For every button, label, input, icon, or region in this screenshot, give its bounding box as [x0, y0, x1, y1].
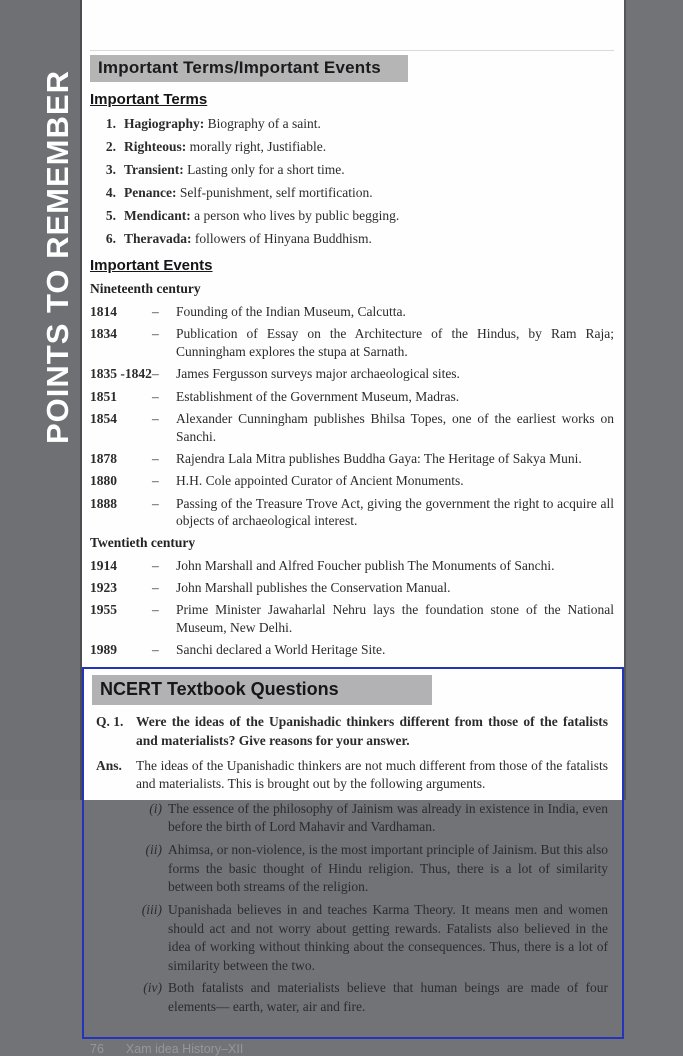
- event-dash: –: [152, 326, 159, 342]
- event-description: James Fergusson surveys major archaeological sites.: [176, 366, 460, 382]
- nineteenth-century-events-list: [90, 303, 614, 530]
- event-year: 1888: [90, 495, 117, 511]
- event-description: Sanchi declared a World Heritage Site.: [176, 642, 386, 658]
- event-description: John Marshall publishes the Conservation Manual.: [176, 580, 451, 596]
- event-year: 1814: [90, 303, 117, 319]
- event-description: John Marshall and Alfred Foucher publish The Monuments of Sanchi.: [176, 557, 555, 573]
- answer-point: [136, 841, 608, 897]
- twentieth-century-heading: Twentieth century: [90, 534, 196, 550]
- term-definition: morally right, Justifiable.: [189, 139, 327, 155]
- term-entry: [124, 230, 372, 248]
- question-1: [96, 713, 608, 750]
- event-description: Establishment of the Government Museum, Madras.: [176, 388, 460, 404]
- point-number: (iv): [143, 980, 162, 996]
- event-row: [90, 325, 614, 361]
- point-number: (i): [149, 800, 162, 816]
- term-name: Transient:: [124, 162, 184, 178]
- event-dash: –: [152, 495, 159, 511]
- term-definition: Lasting only for a short time.: [187, 162, 345, 178]
- ncert-textbook-questions-header-bar: NCERT Textbook Questions: [92, 675, 432, 705]
- event-row: [90, 388, 614, 406]
- term-entry: [124, 115, 321, 133]
- point-text: Ahimsa, or non-violence, is the most important principle of Jainism. But this also forms the basic thought of Hindu religion. Thus, there is a lot of similarity between both streams of the religion.: [168, 842, 608, 895]
- important-terms-heading: Important Terms: [90, 91, 208, 108]
- event-row: [90, 641, 614, 659]
- event-dash: –: [152, 450, 159, 466]
- event-description: Rajendra Lala Mitra publishes Buddha Gaya: The Heritage of Sakya Muni.: [176, 450, 582, 466]
- term-number: 4.: [105, 185, 116, 201]
- nineteenth-century-heading: Nineteenth century: [90, 280, 201, 296]
- event-description: H.H. Cole appointed Curator of Ancient Monuments.: [176, 473, 464, 489]
- event-row: [90, 601, 614, 637]
- point-text: The essence of the philosophy of Jainism was already in existence in India, even before the birth of Lord Mahavir and Vardhaman.: [168, 800, 608, 835]
- ncert-questions-highlight-box: [82, 667, 624, 1038]
- term-entry: [124, 138, 326, 156]
- term-list-item: [90, 115, 614, 133]
- term-definition: Biography of a saint.: [207, 116, 321, 131]
- important-terms-events-header-bar: Important Terms/Important Events: [90, 55, 408, 82]
- answer-points-list: [92, 800, 608, 1017]
- event-year: 1851: [90, 388, 117, 404]
- term-number: 2.: [105, 139, 116, 155]
- term-definition: Self-punishment, self mortification.: [179, 185, 373, 201]
- term-name: Penance:: [124, 185, 177, 201]
- answer-label: Ans.: [96, 757, 122, 773]
- term-name: Mendicant:: [124, 208, 191, 224]
- page-footer: [90, 1042, 614, 1056]
- event-dash: –: [152, 602, 159, 618]
- term-list-item: [90, 161, 614, 179]
- point-number: (ii): [145, 842, 162, 858]
- event-year: 1923: [90, 580, 117, 596]
- term-list-item: [90, 184, 614, 202]
- points-to-remember-vertical-label: POINTS TO REMEMBER: [40, 70, 75, 444]
- term-name: Righteous:: [124, 139, 187, 155]
- event-year: 1989: [90, 642, 117, 658]
- answer-point: [136, 800, 608, 837]
- point-text: Both fatalists and materialists believe that human beings are made of four elements— earth, water, air and fire.: [168, 980, 608, 1015]
- term-number: 5.: [105, 208, 116, 224]
- term-list-item: [90, 207, 614, 225]
- event-dash: –: [152, 473, 159, 489]
- term-number: 3.: [105, 162, 116, 178]
- event-year: 1878: [90, 450, 117, 466]
- term-definition: a person who lives by public begging.: [194, 208, 400, 224]
- event-row: [90, 410, 614, 446]
- term-list-item: [90, 138, 614, 156]
- event-row: [90, 303, 614, 321]
- sidebar-strip: [0, 0, 80, 800]
- event-description: Founding of the Indian Museum, Calcutta.: [176, 303, 406, 319]
- question-label: Q. 1.: [96, 714, 124, 730]
- twentieth-century-events-list: [90, 557, 614, 660]
- term-entry: [124, 184, 373, 202]
- event-row: [90, 557, 614, 575]
- top-rule-divider: [90, 50, 614, 51]
- term-name: Theravada:: [124, 231, 192, 247]
- event-row: [90, 579, 614, 597]
- event-dash: –: [152, 557, 159, 573]
- event-year: 1955: [90, 602, 117, 618]
- event-description: Publication of Essay on the Architecture of the Hindus, by Ram Raja; Cunningham explores the stupa at Sarnath.: [176, 326, 614, 359]
- event-year: 1854: [90, 410, 117, 426]
- footer-book-title: Xam idea History–XII: [125, 1041, 244, 1056]
- event-row: [90, 450, 614, 468]
- question-text: Were the ideas of the Upanishadic thinkers different from those of the fatalists and materialists? Give reasons for your answer.: [136, 714, 608, 748]
- term-entry: [124, 207, 399, 225]
- event-year: 1880: [90, 473, 117, 489]
- point-text: Upanishada believes in and teaches Karma Theory. It means men and women should act and not worry about getting rewards. Fatalists also believed in the idea of working without thinking about the consequences. Thus, there is a lot of similarity between the two.: [168, 901, 608, 973]
- event-description: Alexander Cunningham publishes Bhilsa Topes, one of the earliest works on Sanchi.: [176, 410, 614, 444]
- answer-point: [136, 901, 608, 976]
- event-row: [90, 472, 614, 490]
- important-terms-list: [90, 115, 614, 248]
- event-year: 1914: [90, 557, 117, 573]
- answer-1: [96, 757, 608, 794]
- event-dash: –: [152, 388, 159, 404]
- answer-point: [136, 979, 608, 1016]
- event-row: [90, 495, 614, 531]
- term-definition: followers of Hinyana Buddhism.: [194, 231, 372, 247]
- term-entry: [124, 161, 345, 179]
- term-number: 1.: [105, 116, 116, 131]
- answer-text: The ideas of the Upanishadic thinkers are not much different from those of the fatalists and materialists. This is brought out by the following arguments.: [136, 757, 608, 792]
- page-content-area: [80, 0, 626, 1056]
- event-dash: –: [152, 580, 159, 596]
- event-dash: –: [152, 303, 159, 319]
- event-year: 1835 -1842: [90, 366, 152, 382]
- event-year: 1834: [90, 326, 117, 342]
- term-name: Hagiography:: [124, 116, 205, 131]
- event-dash: –: [152, 410, 159, 426]
- event-row: [90, 365, 614, 383]
- event-dash: –: [152, 366, 159, 382]
- term-list-item: [90, 230, 614, 248]
- footer-page-number: 76: [90, 1041, 104, 1056]
- event-description: Passing of the Treasure Trove Act, giving the government the right to acquire all objects of archaeological interest.: [176, 495, 614, 529]
- important-events-heading: Important Events: [90, 256, 213, 274]
- event-description: Prime Minister Jawaharlal Nehru lays the foundation stone of the National Museum, New Delhi.: [176, 602, 614, 636]
- term-number: 6.: [105, 231, 116, 247]
- point-number: (iii): [141, 901, 162, 917]
- event-dash: –: [152, 642, 159, 658]
